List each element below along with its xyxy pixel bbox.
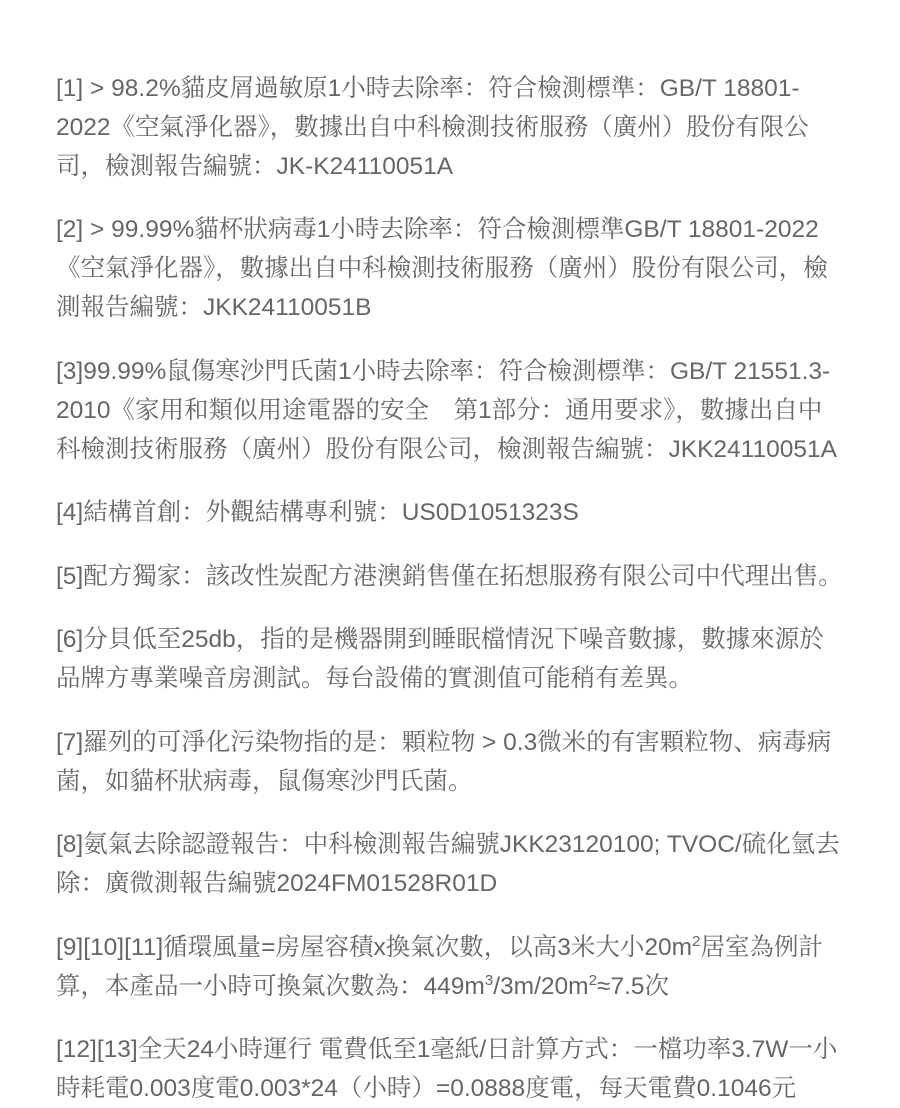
footnote-item-3: [3]99.99%鼠傷寒沙門氏菌1小時去除率：符合檢測標準：GB/T 21551.3-2010《家用和類似用途電器的安全 第1部分：通用要求》，數據出自中科檢測技術服務（廣州）股份有限公司，檢測報告編號：JKK24110051A — [56, 352, 844, 469]
footnote-list — [56, 69, 844, 1108]
footnote-item-2: [2] > 99.99%貓杯狀病毒1小時去除率：符合檢測標準GB/T 18801-2022《空氣淨化器》，數據出自中科檢測技術服務（廣州）股份有限公司，檢測報告編號：JKK24110051B — [56, 210, 844, 327]
footnote-item-1: [1] > 98.2%貓皮屑過敏原1小時去除率：符合檢測標準：GB/T 18801-2022《空氣淨化器》，數據出自中科檢測技術服務（廣州）股份有限公司，檢測報告編號：JK-K24110051A — [56, 69, 844, 186]
footnote-item-4: [4]結構首創：外觀結構專利號：US0D1051323S — [56, 493, 844, 532]
footnote-item-6: [6]分貝低至25db，指的是機器開到睡眠檔情況下噪音數據，數據來源於品牌方專業噪音房測試。每台設備的實測值可能稍有差異。 — [56, 620, 844, 698]
footnote-item-12: [12][13]全天24小時運行 電費低至1毫紙/日計算方式：一檔功率3.7W一小時耗電0.003度電0.003*24（小時）=0.0888度電，每天電費0.1046元 — [56, 1030, 844, 1108]
footnote-item-5: [5]配方獨家：該改性炭配方港澳銷售僅在拓想服務有限公司中代理出售。 — [56, 557, 844, 596]
footnote-item-9: [9][10][11]循環風量=房屋容積x換氣次數，以高3米大小$20m^2$居室為例計算，本產品一小時可換氣次數為：$449m^3/3m/20m^2\approx 7.5$次 — [56, 928, 844, 1006]
footnote-item-8: [8]氨氣去除認證報告：中科檢測報告編號JKK23120100; TVOC/硫化氫去除：廣微測報告編號2024FM01528R01D — [56, 825, 844, 903]
footnote-item-7: [7]羅列的可淨化污染物指的是：顆粒物 > 0.3微米的有害顆粒物、病毒病菌，如貓杯狀病毒，鼠傷寒沙門氏菌。 — [56, 723, 844, 801]
